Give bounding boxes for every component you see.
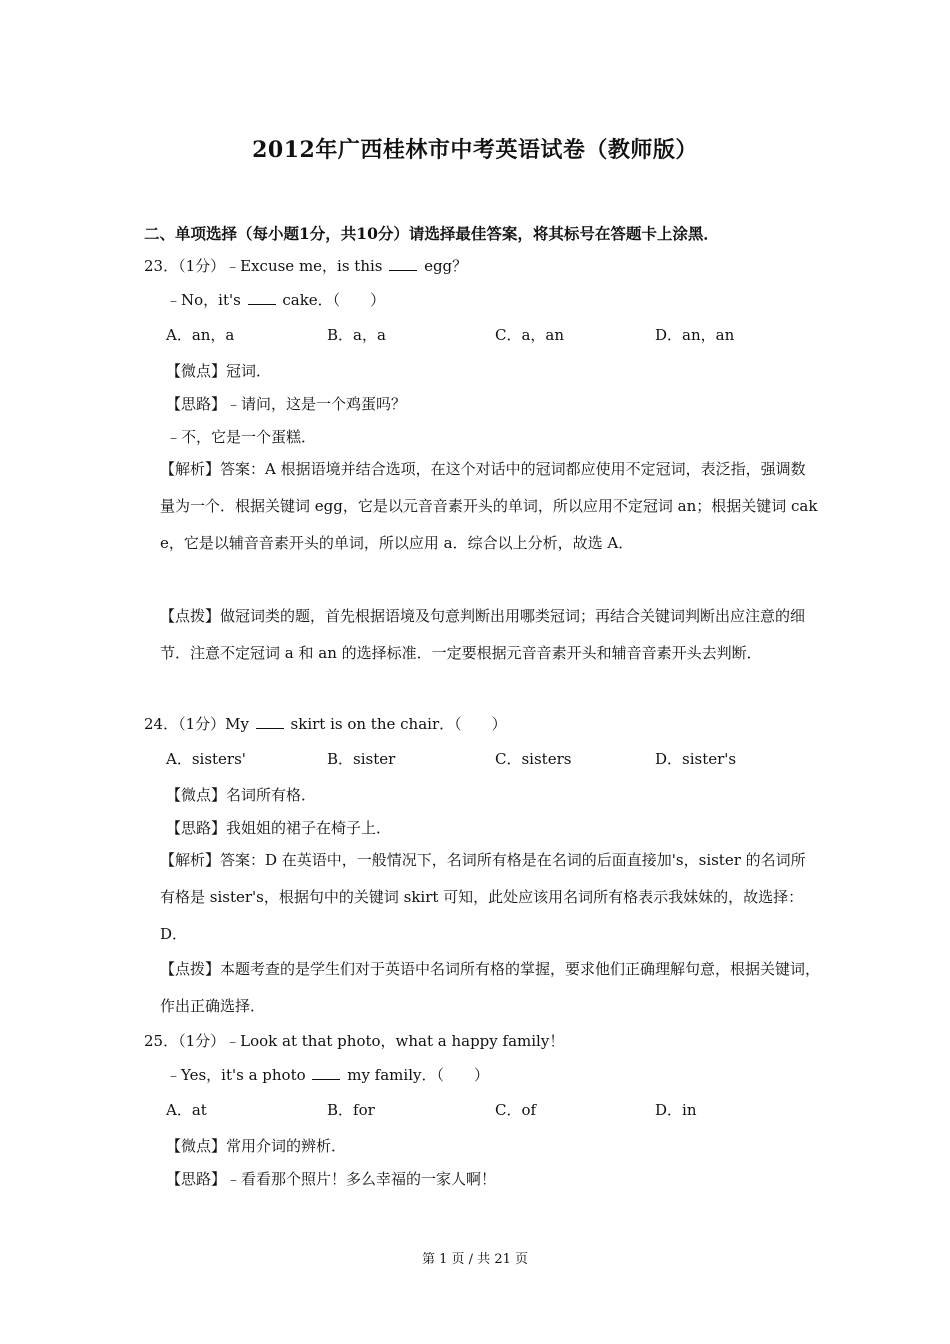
q23-point: 【微点】冠词． [166, 362, 272, 380]
q23-analysis: 【解析】答案：A 根据语境并结合选项，在这个对话中的冠词都应使用不定冠词，表泛指，强调数量为一个．根据关键词 egg，它是以元音音素开头的单词，所以应用不定冠词 an；根据关键词 cake，它是以辅音音素开头的单词，所以应用 a．综合以上分析，故选 A． [160, 460, 818, 552]
q23-option-d: D．an，an [655, 326, 735, 344]
page-title: 2012年广西桂林市中考英语试卷（教师版） [252, 137, 698, 163]
q24-option-b: B．sister [327, 750, 396, 768]
q23-stem-prefix: 23．（1分）﹣Excuse me，is this [144, 257, 383, 275]
q25-point: 【微点】常用介词的辨析． [166, 1137, 347, 1155]
q23-option-b: B．a，a [327, 326, 386, 344]
q24-stem-prefix: 24．（1分）My [144, 715, 249, 733]
q24-option-d: D．sister's [655, 750, 737, 768]
q23-blank-1 [389, 258, 417, 271]
q24-tip: 【点拨】本题考查的是学生们对于英语中名词所有格的掌握，要求他们正确理解句意，根据关键词，作出正确选择． [160, 960, 821, 1015]
section-heading: 二、单项选择（每小题1分，共10分）请选择最佳答案，将其标号在答题卡上涂黑． [144, 224, 719, 243]
q23-tip: 【点拨】做冠词类的题，首先根据语境及句意判断出用哪类冠词；再结合关键词判断出应注意的细节．注意不定冠词 a 和 an 的选择标准．一定要根据元音音素开头和辅音音素开头去判断． [160, 607, 806, 662]
q25-blank [312, 1067, 340, 1080]
q24-analysis: 【解析】答案：D 在英语中，一般情况下，名词所有格是在名词的后面直接加's，sister 的名词所有格是 sister's，根据句中的关键词 skirt 可知，此处应该用名词所有格表示我妹妹的，故选择：D． [160, 851, 806, 943]
q24-stem [144, 714, 507, 734]
q23-option-c: C．a，an [495, 326, 565, 344]
q23-idea-line1: 【思路】﹣请问，这是一个鸡蛋吗？ [166, 395, 407, 413]
q23-stem-suffix: egg？ [424, 257, 468, 275]
q23-line2-suffix: cake．（ ） [282, 291, 386, 309]
q24-blank [256, 716, 284, 729]
q25-option-a: A．at [166, 1101, 207, 1119]
q24-option-a: A．sisters' [166, 750, 246, 768]
q24-point: 【微点】名词所有格． [166, 786, 317, 804]
q25-line2 [166, 1065, 489, 1085]
q25-option-b: B．for [327, 1101, 375, 1119]
q23-line2 [166, 290, 385, 310]
q24-idea-line1: 【思路】我姐姐的裙子在椅子上． [166, 819, 392, 837]
page-footer: 第 1 页 / 共 21 页 [422, 1252, 528, 1267]
q25-option-d: D．in [655, 1101, 697, 1119]
q23-blank-2 [248, 292, 276, 305]
q25-stem: 25．（1分）﹣Look at that photo，what a happy family！ [144, 1032, 565, 1050]
q24-option-c: C．sisters [495, 750, 572, 768]
q23-idea-line2: ﹣不，它是一个蛋糕． [166, 428, 317, 446]
q25-line2-suffix: my family．（ ） [347, 1066, 489, 1084]
q25-line2-prefix: ﹣Yes，it's a photo [166, 1066, 306, 1084]
q23-line2-prefix: ﹣No，it's [166, 291, 241, 309]
q25-idea-line1: 【思路】﹣看看那个照片！多么幸福的一家人啊！ [166, 1170, 497, 1188]
q23-stem [144, 256, 467, 276]
q24-stem-suffix: skirt is on the chair．（ ） [290, 715, 507, 733]
q23-option-a: A．an，a [166, 326, 235, 344]
q25-option-c: C．of [495, 1101, 537, 1119]
